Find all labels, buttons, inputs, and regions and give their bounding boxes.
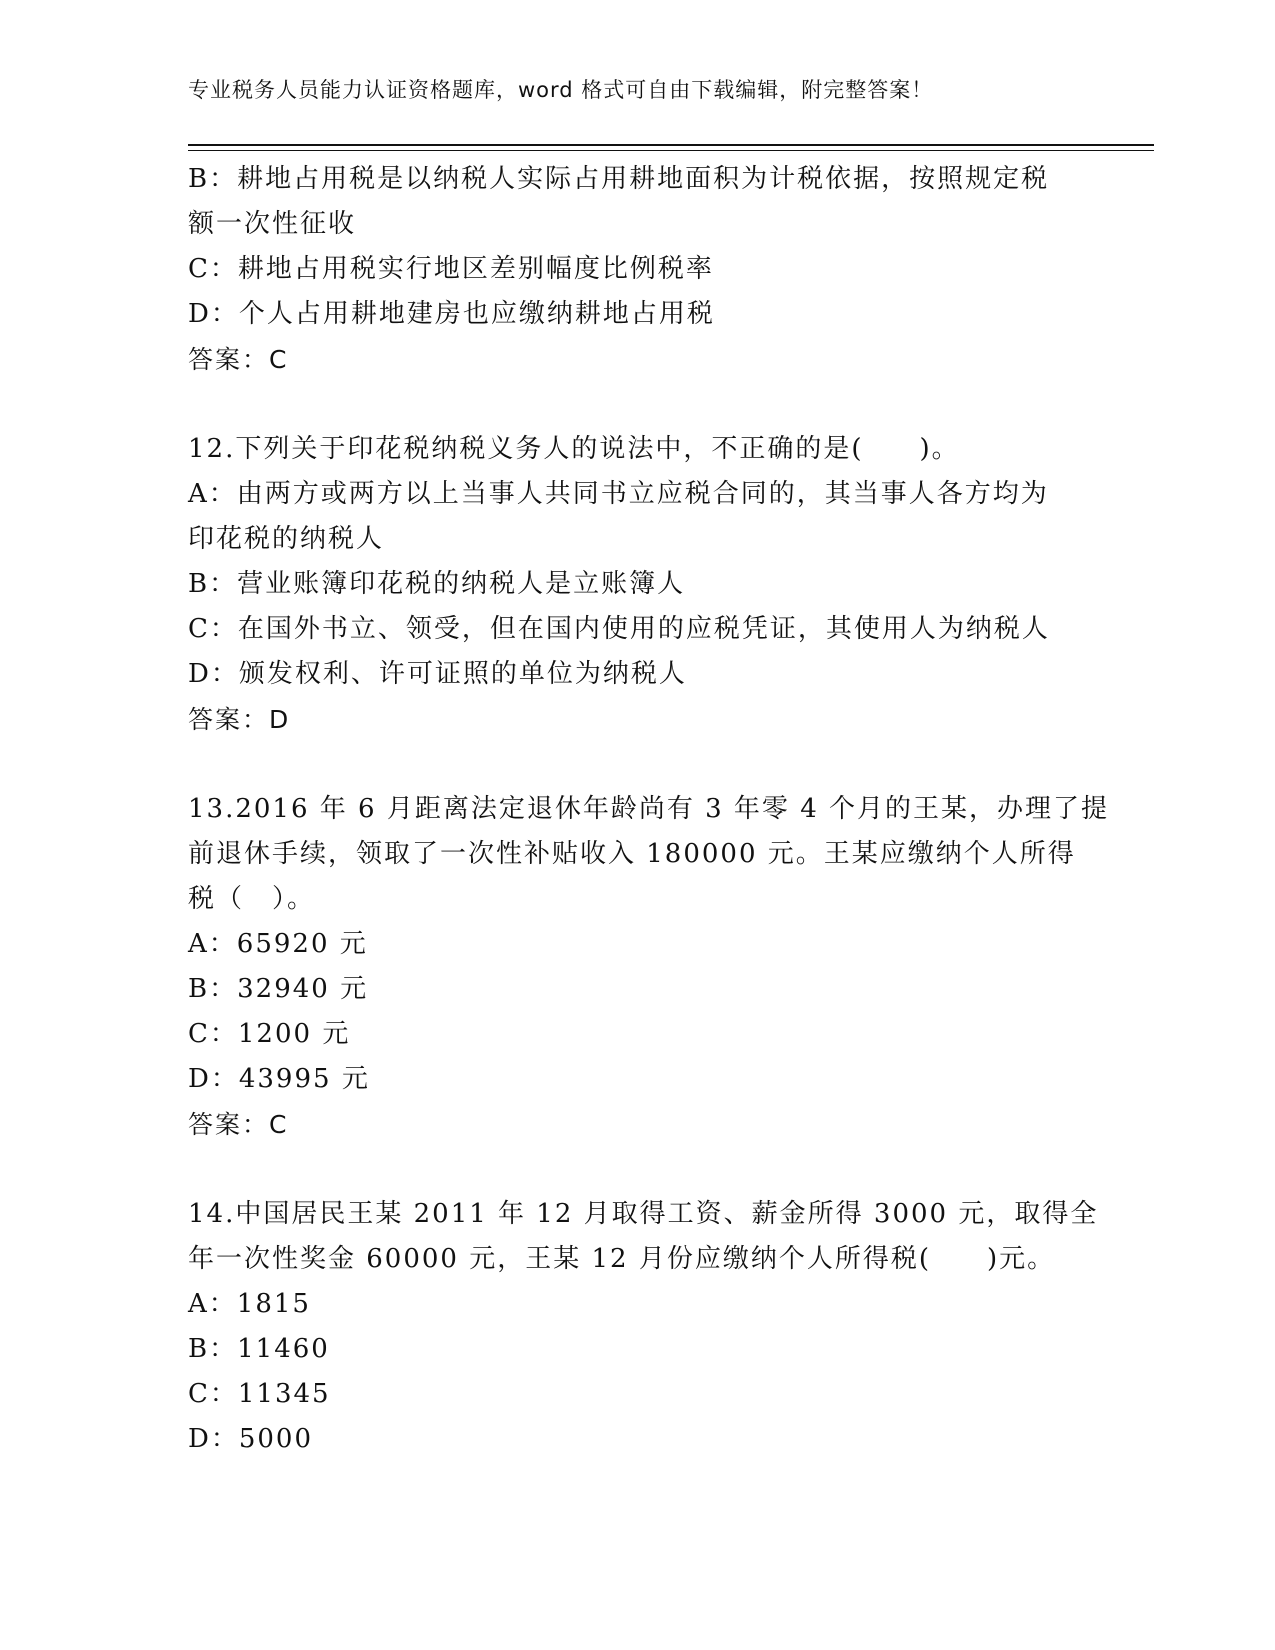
answer-line: 答案：C: [188, 345, 289, 374]
option-c: C：1200 元: [188, 1019, 351, 1049]
option-a: A：由两方或两方以上当事人共同书立应税合同的，其当事人各方均为: [188, 479, 1049, 509]
option-a: A：65920 元: [188, 929, 368, 959]
option-d: D：43995 元: [188, 1064, 370, 1094]
question-stem-continued: 年一次性奖金 60000 元，王某 12 月份应缴纳个人所得税( )元。: [188, 1244, 1056, 1274]
option-c: C：在国外书立、领受，但在国内使用的应税凭证，其使用人为纳税人: [188, 614, 1050, 644]
option-b: B：32940 元: [188, 974, 369, 1004]
question-14: [188, 1192, 1099, 1462]
option-b: B：营业账簿印花税的纳税人是立账簿人: [188, 569, 686, 599]
option-d: D：5000: [188, 1424, 314, 1454]
question-content: [188, 157, 1109, 1462]
question-11-continuation: [188, 157, 1078, 382]
option-a: A：1815: [188, 1289, 311, 1319]
option-c: C：11345: [188, 1379, 331, 1409]
question-stem: 12.下列关于印花税纳税义务人的说法中，不正确的是( )。: [188, 434, 960, 464]
option-b: B：耕地占用税是以纳税人实际占用耕地面积为计税依据，按照规定税: [188, 164, 1050, 194]
answer-line: 答案：C: [188, 1110, 289, 1139]
question-stem: 13.2016 年 6 月距离法定退休年龄尚有 3 年零 4 个月的王某，办理了提: [188, 794, 1109, 824]
option-b: B：11460: [188, 1334, 330, 1364]
answer-line: 答案：D: [188, 705, 291, 734]
option-a-continued: 印花税的纳税人: [188, 524, 385, 554]
option-b-continued: 额一次性征收: [188, 209, 357, 239]
question-13: [188, 787, 1109, 1147]
question-stem: 14.中国居民王某 2011 年 12 月取得工资、薪金所得 3000 元，取得全: [188, 1199, 1099, 1229]
question-stem-continued: 税（ ）。: [188, 884, 316, 914]
option-d: D：颁发权利、许可证照的单位为纳税人: [188, 659, 687, 689]
question-12: [188, 427, 1078, 742]
header-rule-thick: [188, 144, 1154, 146]
option-d: D：个人占用耕地建房也应缴纳耕地占用税: [188, 299, 715, 329]
question-stem-continued: 前退休手续，领取了一次性补贴收入 180000 元。王某应缴纳个人所得: [188, 839, 1076, 869]
option-c: C：耕地占用税实行地区差别幅度比例税率: [188, 254, 714, 284]
page-header: 专业税务人员能力认证资格题库，word 格式可自由下载编辑，附完整答案！: [188, 78, 934, 102]
header-rule-thin: [188, 150, 1154, 151]
